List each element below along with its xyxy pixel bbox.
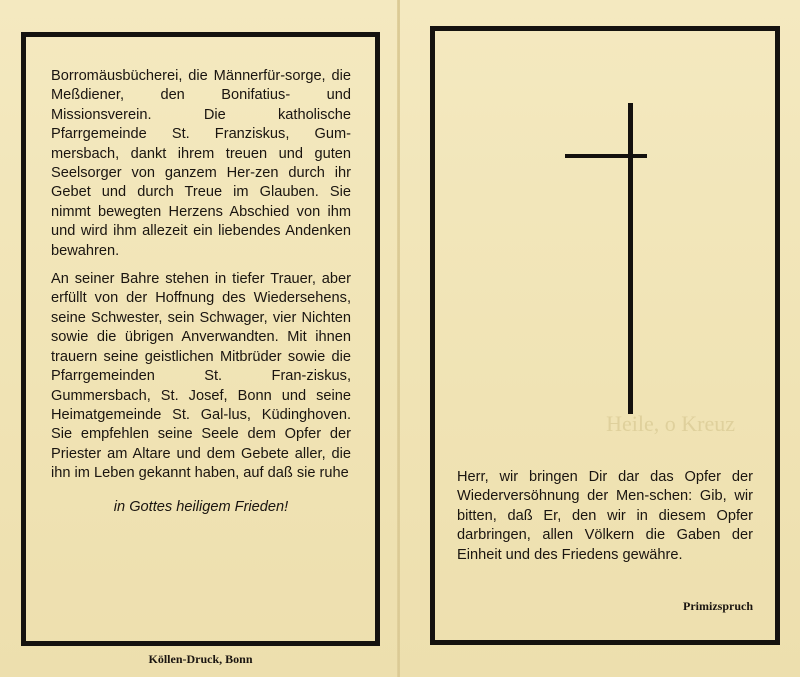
- right-page: [400, 0, 800, 677]
- printer-imprint: Köllen-Druck, Bonn: [148, 652, 253, 666]
- show-through-text: Heile, o Kreuz: [606, 411, 735, 436]
- paragraph-dedication: Borromäusbücherei, die Männerfür-sorge, die Meßdiener, den Bonifatius- und Missionsverein. Die katholische Pfarrgemeinde St. Franziskus, Gum-mersbach, dankt ihrem treuen und guten Seelsorger von ganzem Her-zen durch ihr Gebet und durch Treue im Glauben. Sie nimmt bewegten Herzens Abschied von ihm und wird ihm allezeit ein liebendes Andenken bewahren.: [51, 68, 351, 259]
- cross-icon: [628, 103, 633, 414]
- primiz-motto: Herr, wir bringen Dir dar das Opfer der Wiederversöhnung der Men-schen: Gib, wir bitten, daß Er, den wir in diesem Opfer darbringen, allen Völkern die Gaben der Einheit und des Friedens gewähre.: [457, 469, 753, 563]
- right-mourning-border: [430, 26, 780, 645]
- left-mourning-border: [21, 32, 380, 646]
- motto-label: Primizspruch: [683, 599, 753, 613]
- paragraph-mourners: An seiner Bahre stehen in tiefer Trauer, aber erfüllt von der Hoffnung des Wiedersehens, seine Schwester, sein Schwager, vier Nichten sowie die übrigen Anverwandten. Mit ihnen trauern seine geistlichen Mitbrüder sowie die Pfarrgemeinden St. Fran-ziskus, Gummersbach, St. Josef, Bonn und seine Heimatgemeinde St. Gal-lus, Küdinghoven. Sie empfehlen seine Seele dem Opfer der Priester am Altare und dem Gebete aller, die ihn im Leben gekannt haben, auf daß sie ruhe: [51, 271, 351, 482]
- left-text-block: [51, 67, 351, 517]
- closing-line: in Gottes heiligem Frieden!: [113, 498, 289, 515]
- cross-bar: [565, 154, 647, 158]
- left-page: [0, 0, 398, 677]
